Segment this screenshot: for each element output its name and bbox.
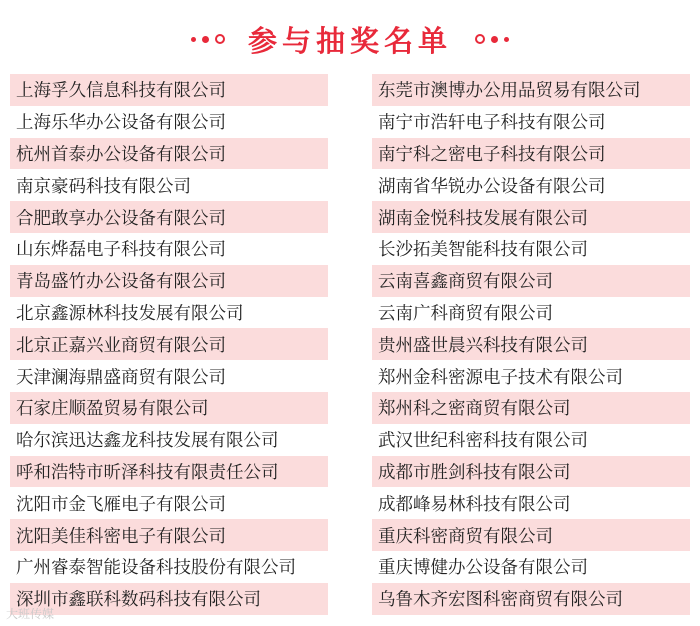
list-row [0,265,700,297]
company-name-left: 上海孚久信息科技有限公司 [10,74,328,106]
dot-icon [191,37,196,42]
dot-icon [491,36,498,43]
list-row [0,233,700,265]
list-row [0,487,700,519]
watermark: 大班传媒 [6,607,55,621]
company-name-left: 合肥敢享办公设备有限公司 [10,201,328,233]
company-name-right: 郑州金科密源电子技术有限公司 [378,367,623,388]
company-name-right: 云南广科商贸有限公司 [378,303,553,324]
list-row [0,392,700,424]
company-name-right: 云南喜鑫商贸有限公司 [372,265,690,297]
company-name-left: 沈阳美佳科密电子有限公司 [10,519,328,551]
company-name-left: 青岛盛竹办公设备有限公司 [10,265,328,297]
company-name-left: 沈阳市金飞雁电子有限公司 [16,494,226,515]
company-name-left: 哈尔滨迅达鑫龙科技发展有限公司 [16,431,279,452]
company-name-left: 上海乐华办公设备有限公司 [16,113,226,134]
company-name-right: 南宁科之密电子科技有限公司 [372,138,690,170]
list-row [0,519,700,551]
company-name-left: 天津澜海鼎盛商贸有限公司 [16,367,226,388]
dot-icon [202,36,209,43]
company-name-right: 武汉世纪科密科技有限公司 [378,431,588,452]
company-name-left: 呼和浩特市昕泽科技有限责任公司 [10,456,328,488]
list-row [0,106,700,138]
header [0,16,700,62]
list-row [0,297,700,329]
company-name-right: 成都峰易林科技有限公司 [378,494,571,515]
list-row [0,74,700,106]
left-dots-decoration [188,34,228,44]
company-name-left: 北京鑫源林科技发展有限公司 [16,303,244,324]
list-row [0,360,700,392]
company-name-right: 贵州盛世晨兴科技有限公司 [372,328,690,360]
company-name-right: 乌鲁木齐宏图科密商贸有限公司 [372,583,690,615]
company-name-left: 南京豪码科技有限公司 [16,176,191,197]
company-name-right: 长沙拓美智能科技有限公司 [378,240,588,261]
participant-list [0,74,700,615]
company-name-right: 湖南省华锐办公设备有限公司 [378,176,606,197]
list-row [0,424,700,456]
company-name-left: 杭州首泰办公设备有限公司 [10,138,328,170]
list-row [0,169,700,201]
company-name-left: 北京正嘉兴业商贸有限公司 [10,328,328,360]
list-row [0,456,700,488]
company-name-left: 石家庄顺盈贸易有限公司 [10,392,328,424]
company-name-right: 成都市胜剑科技有限公司 [372,456,690,488]
ring-icon [215,34,225,44]
company-name-right: 南宁市浩轩电子科技有限公司 [378,113,606,134]
right-dots-decoration [472,34,512,44]
company-name-right: 重庆科密商贸有限公司 [372,519,690,551]
company-name-left: 广州睿泰智能设备科技股份有限公司 [16,558,296,579]
company-name-left: 山东烨磊电子科技有限公司 [16,240,226,261]
list-row [0,583,700,615]
list-row [0,138,700,170]
company-name-right: 重庆博健办公设备有限公司 [378,558,588,579]
company-name-right: 东莞市澳博办公用品贸易有限公司 [372,74,690,106]
list-row [0,201,700,233]
ring-icon [475,34,485,44]
company-name-right: 湖南金悦科技发展有限公司 [372,201,690,233]
page-title: 参与抽奖名单 [247,23,452,58]
dot-icon [504,37,509,42]
company-name-left: 深圳市鑫联科数码科技有限公司 [10,583,328,615]
list-row [0,328,700,360]
list-row [0,551,700,583]
company-name-right: 郑州科之密商贸有限公司 [372,392,690,424]
